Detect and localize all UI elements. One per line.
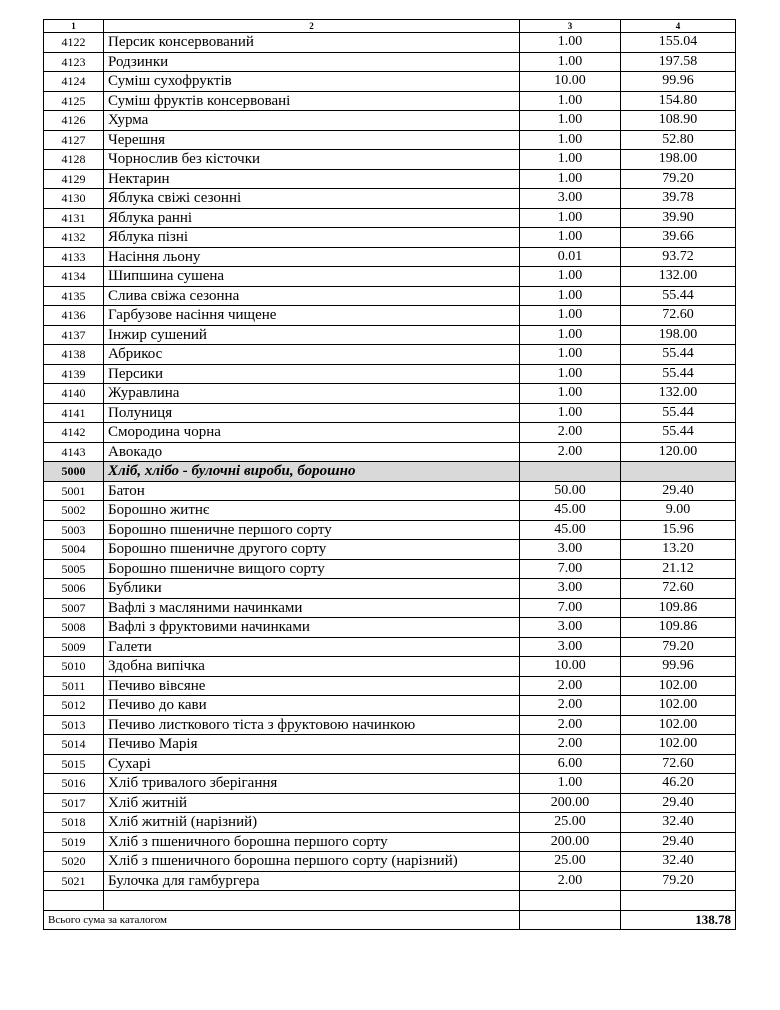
item-quantity: 200.00 [520, 793, 621, 813]
item-quantity: 1.00 [520, 33, 621, 53]
table-row [44, 637, 736, 657]
total-value: 138.78 [621, 910, 736, 930]
item-quantity: 2.00 [520, 442, 621, 462]
item-quantity: 3.00 [520, 579, 621, 599]
item-code: 4125 [44, 91, 104, 111]
item-quantity: 1.00 [520, 130, 621, 150]
item-quantity: 1.00 [520, 774, 621, 794]
table-row [44, 559, 736, 579]
table-row [44, 832, 736, 852]
item-name: Сухарі [104, 754, 520, 774]
item-name: Борошно пшеничне першого сорту [104, 520, 520, 540]
column-header: 4 [621, 20, 736, 33]
item-code: 4133 [44, 247, 104, 267]
table-row [44, 774, 736, 794]
table-row [44, 111, 736, 131]
item-price: 79.20 [621, 637, 736, 657]
item-price: 99.96 [621, 72, 736, 92]
item-name: Абрикос [104, 345, 520, 365]
item-quantity: 1.00 [520, 91, 621, 111]
item-price: 102.00 [621, 715, 736, 735]
table-row [44, 481, 736, 501]
item-price: 29.40 [621, 481, 736, 501]
item-code: 5007 [44, 598, 104, 618]
item-quantity: 50.00 [520, 481, 621, 501]
item-quantity: 25.00 [520, 852, 621, 872]
item-quantity: 1.00 [520, 403, 621, 423]
item-quantity: 1.00 [520, 286, 621, 306]
item-quantity: 2.00 [520, 715, 621, 735]
item-price: 102.00 [621, 676, 736, 696]
item-code: 5016 [44, 774, 104, 794]
item-quantity: 1.00 [520, 169, 621, 189]
item-name: Яблука пізні [104, 228, 520, 248]
table-row [44, 364, 736, 384]
item-code: 4126 [44, 111, 104, 131]
item-code: 4130 [44, 189, 104, 209]
item-code: 5021 [44, 871, 104, 891]
item-code: 5020 [44, 852, 104, 872]
item-name: Слива свіжа сезонна [104, 286, 520, 306]
item-quantity: 2.00 [520, 735, 621, 755]
item-name: Нектарин [104, 169, 520, 189]
item-name: Суміш сухофруктів [104, 72, 520, 92]
item-code: 4127 [44, 130, 104, 150]
table-row [44, 793, 736, 813]
item-code: 5012 [44, 696, 104, 716]
item-quantity [520, 462, 621, 482]
item-name: Борошно житнє [104, 501, 520, 521]
table-row [44, 520, 736, 540]
item-price: 99.96 [621, 657, 736, 677]
item-price: 29.40 [621, 832, 736, 852]
table-row [44, 169, 736, 189]
table-row [44, 306, 736, 326]
item-name: Хліб, хлібо - булочні вироби, борошно [104, 462, 520, 482]
item-quantity: 7.00 [520, 559, 621, 579]
item-name: Суміш фруктів консервовані [104, 91, 520, 111]
table-row [44, 579, 736, 599]
table-row [44, 228, 736, 248]
item-name: Печиво вівсяне [104, 676, 520, 696]
item-code: 5010 [44, 657, 104, 677]
item-price: 72.60 [621, 754, 736, 774]
item-name: Авокадо [104, 442, 520, 462]
item-quantity: 2.00 [520, 871, 621, 891]
item-code: 4136 [44, 306, 104, 326]
item-code: 5019 [44, 832, 104, 852]
table-row [44, 286, 736, 306]
item-code: 4138 [44, 345, 104, 365]
item-quantity: 6.00 [520, 754, 621, 774]
item-quantity: 2.00 [520, 696, 621, 716]
item-code: 4123 [44, 52, 104, 72]
item-code: 5018 [44, 813, 104, 833]
item-name: Персики [104, 364, 520, 384]
item-code: 4139 [44, 364, 104, 384]
item-price: 39.78 [621, 189, 736, 209]
item-code: 4141 [44, 403, 104, 423]
column-header-row [44, 20, 736, 33]
table-row [44, 130, 736, 150]
item-code: 4124 [44, 72, 104, 92]
item-code: 5003 [44, 520, 104, 540]
item-code: 4142 [44, 423, 104, 443]
table-row [44, 676, 736, 696]
item-price: 55.44 [621, 345, 736, 365]
item-quantity: 2.00 [520, 423, 621, 443]
item-quantity: 7.00 [520, 598, 621, 618]
item-price: 21.12 [621, 559, 736, 579]
table-row [44, 189, 736, 209]
item-name: Гарбузове насіння чищене [104, 306, 520, 326]
item-name: Вафлі з фруктовими начинками [104, 618, 520, 638]
item-code: 5000 [44, 462, 104, 482]
item-quantity: 3.00 [520, 189, 621, 209]
item-price: 132.00 [621, 384, 736, 404]
item-name: Родзинки [104, 52, 520, 72]
item-code: 4131 [44, 208, 104, 228]
item-name: Полуниця [104, 403, 520, 423]
item-code: 4129 [44, 169, 104, 189]
catalog-table [43, 19, 736, 930]
table-row [44, 91, 736, 111]
table-row [44, 618, 736, 638]
item-code: 5009 [44, 637, 104, 657]
item-name: Печиво листкового тіста з фруктовою начинкою [104, 715, 520, 735]
item-price: 52.80 [621, 130, 736, 150]
item-quantity: 25.00 [520, 813, 621, 833]
item-price: 79.20 [621, 871, 736, 891]
item-quantity: 1.00 [520, 306, 621, 326]
item-name: Хліб житній (нарізний) [104, 813, 520, 833]
item-code: 5002 [44, 501, 104, 521]
table-row [44, 33, 736, 53]
item-name: Хліб з пшеничного борошна першого сорту [104, 832, 520, 852]
empty-cell [520, 891, 621, 911]
item-price: 102.00 [621, 696, 736, 716]
item-name: Смородина чорна [104, 423, 520, 443]
item-price: 15.96 [621, 520, 736, 540]
item-price: 32.40 [621, 852, 736, 872]
item-name: Хліб тривалого зберігання [104, 774, 520, 794]
total-label: Всього сума за каталогом [44, 910, 520, 930]
item-code: 4137 [44, 325, 104, 345]
table-row [44, 442, 736, 462]
item-quantity: 2.00 [520, 676, 621, 696]
item-code: 5011 [44, 676, 104, 696]
item-name: Борошно пшеничне вищого сорту [104, 559, 520, 579]
table-row [44, 345, 736, 365]
item-price: 154.80 [621, 91, 736, 111]
table-row [44, 715, 736, 735]
item-code: 5006 [44, 579, 104, 599]
item-quantity: 3.00 [520, 618, 621, 638]
table-row [44, 267, 736, 287]
item-code: 4135 [44, 286, 104, 306]
item-quantity: 1.00 [520, 228, 621, 248]
item-quantity: 1.00 [520, 52, 621, 72]
item-price: 9.00 [621, 501, 736, 521]
table-row [44, 871, 736, 891]
table-row [44, 657, 736, 677]
item-quantity: 0.01 [520, 247, 621, 267]
item-price: 55.44 [621, 423, 736, 443]
item-price: 55.44 [621, 403, 736, 423]
item-name: Яблука ранні [104, 208, 520, 228]
table-row [44, 325, 736, 345]
item-quantity: 1.00 [520, 325, 621, 345]
item-name: Печиво до кави [104, 696, 520, 716]
table-row [44, 696, 736, 716]
item-quantity: 3.00 [520, 540, 621, 560]
column-header: 3 [520, 20, 621, 33]
item-name: Булочка для гамбургера [104, 871, 520, 891]
section-row [44, 462, 736, 482]
item-code: 5001 [44, 481, 104, 501]
item-quantity: 1.00 [520, 150, 621, 170]
item-name: Здобна випічка [104, 657, 520, 677]
table-row [44, 813, 736, 833]
item-price: 79.20 [621, 169, 736, 189]
empty-row [44, 891, 736, 911]
item-price: 198.00 [621, 150, 736, 170]
item-quantity: 1.00 [520, 364, 621, 384]
table-row [44, 754, 736, 774]
item-quantity: 10.00 [520, 657, 621, 677]
item-quantity: 10.00 [520, 72, 621, 92]
item-code: 4122 [44, 33, 104, 53]
item-price: 13.20 [621, 540, 736, 560]
item-code: 4140 [44, 384, 104, 404]
item-price: 93.72 [621, 247, 736, 267]
item-code: 4143 [44, 442, 104, 462]
item-name: Печиво Марія [104, 735, 520, 755]
item-name: Насіння льону [104, 247, 520, 267]
item-price: 109.86 [621, 618, 736, 638]
item-code: 5004 [44, 540, 104, 560]
item-price: 72.60 [621, 306, 736, 326]
item-price: 46.20 [621, 774, 736, 794]
item-quantity: 1.00 [520, 208, 621, 228]
item-price: 55.44 [621, 286, 736, 306]
item-name: Борошно пшеничне другого сорту [104, 540, 520, 560]
item-name: Журавлина [104, 384, 520, 404]
item-code: 5015 [44, 754, 104, 774]
table-row [44, 384, 736, 404]
item-price: 39.66 [621, 228, 736, 248]
item-name: Хурма [104, 111, 520, 131]
item-price [621, 462, 736, 482]
item-name: Шипшина сушена [104, 267, 520, 287]
item-price: 102.00 [621, 735, 736, 755]
item-price: 120.00 [621, 442, 736, 462]
item-quantity: 1.00 [520, 111, 621, 131]
table-row [44, 150, 736, 170]
item-name: Інжир сушений [104, 325, 520, 345]
column-header: 1 [44, 20, 104, 33]
item-name: Персик консервований [104, 33, 520, 53]
item-name: Яблука свіжі сезонні [104, 189, 520, 209]
item-name: Черешня [104, 130, 520, 150]
item-name: Вафлі з масляними начинками [104, 598, 520, 618]
item-price: 29.40 [621, 793, 736, 813]
empty-cell [104, 891, 520, 911]
catalog-table-body [44, 20, 736, 930]
item-code: 5005 [44, 559, 104, 579]
item-price: 32.40 [621, 813, 736, 833]
item-quantity: 200.00 [520, 832, 621, 852]
table-row [44, 403, 736, 423]
table-row [44, 598, 736, 618]
item-quantity: 1.00 [520, 345, 621, 365]
table-row [44, 208, 736, 228]
item-code: 5017 [44, 793, 104, 813]
item-price: 198.00 [621, 325, 736, 345]
table-row [44, 72, 736, 92]
item-price: 108.90 [621, 111, 736, 131]
item-name: Бублики [104, 579, 520, 599]
table-row [44, 735, 736, 755]
item-name: Хліб житній [104, 793, 520, 813]
empty-cell [621, 891, 736, 911]
item-quantity: 45.00 [520, 520, 621, 540]
item-code: 5014 [44, 735, 104, 755]
item-code: 5008 [44, 618, 104, 638]
item-price: 72.60 [621, 579, 736, 599]
item-quantity: 1.00 [520, 267, 621, 287]
item-quantity: 3.00 [520, 637, 621, 657]
item-price: 39.90 [621, 208, 736, 228]
table-row [44, 501, 736, 521]
total-row [44, 910, 736, 930]
table-row [44, 540, 736, 560]
table-row [44, 52, 736, 72]
item-code: 4128 [44, 150, 104, 170]
item-price: 155.04 [621, 33, 736, 53]
table-row [44, 423, 736, 443]
column-header: 2 [104, 20, 520, 33]
item-name: Галети [104, 637, 520, 657]
item-code: 5013 [44, 715, 104, 735]
item-code: 4132 [44, 228, 104, 248]
item-quantity: 1.00 [520, 384, 621, 404]
empty-cell [44, 891, 104, 911]
item-code: 4134 [44, 267, 104, 287]
item-name: Чорнослив без кісточки [104, 150, 520, 170]
item-name: Хліб з пшеничного борошна першого сорту (нарізний) [104, 852, 520, 872]
item-price: 132.00 [621, 267, 736, 287]
item-price: 109.86 [621, 598, 736, 618]
total-empty-cell [520, 910, 621, 930]
table-row [44, 247, 736, 267]
table-row [44, 852, 736, 872]
item-price: 197.58 [621, 52, 736, 72]
item-name: Батон [104, 481, 520, 501]
item-quantity: 45.00 [520, 501, 621, 521]
item-price: 55.44 [621, 364, 736, 384]
